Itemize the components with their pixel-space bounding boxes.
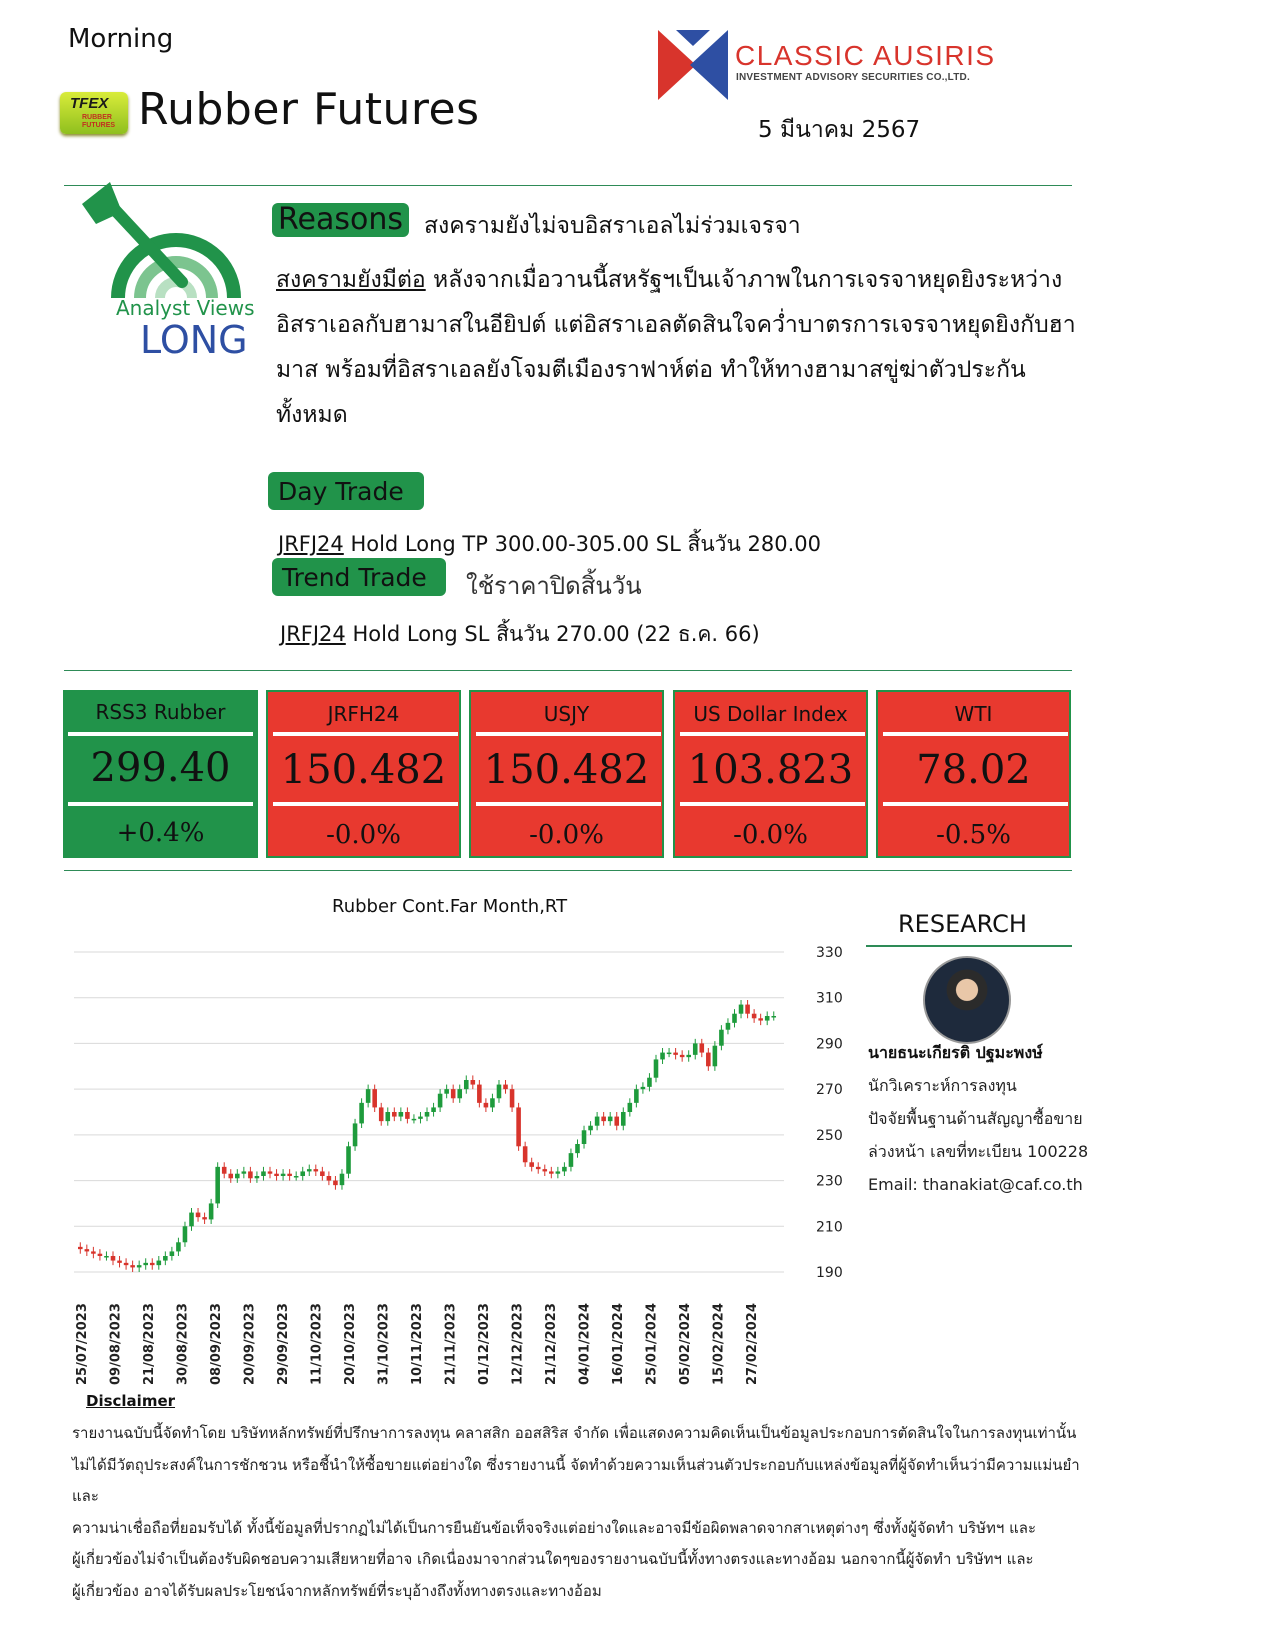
reasons-lead: สงครามยังมีต่อ [276,267,426,293]
x-tick-label: 20/09/2023 [242,1303,258,1385]
quote-change: -0.0% [326,820,401,850]
x-tick-label: 12/12/2023 [510,1303,526,1385]
x-tick-label: 16/01/2024 [611,1303,626,1385]
day-trade-symbol: JRFJ24 [278,532,344,556]
analyst-desc-1: ปัจจัยพื้นฐานด้านสัญญาซื้อขาย [868,1109,1083,1128]
candle-body [667,1053,672,1055]
candle-body [392,1112,397,1117]
candle-body [385,1112,390,1121]
candle-body [542,1169,547,1171]
x-tick-label: 30/08/2023 [175,1303,191,1385]
x-tick-label: 27/02/2024 [745,1303,760,1385]
candle-body [130,1265,135,1267]
quote-value: 299.40 [90,745,231,791]
candle-body [85,1249,90,1251]
quote-change: -0.5% [936,820,1011,850]
disclaimer-line: ความน่าเชื่อถือที่ยอมรับได้ ทั้งนี้ข้อมูลที่ปรากฏไม่ได้เป็นการยืนยันข้อเท็จจริงแต่อย่างใดและอาจมีข้อผิดพลาดจากสาเหตุต่างๆ ซึ่งทั้งผู้จัดทำ บริษัทฯ และ [72,1518,1037,1537]
candle-body [739,1005,744,1014]
candle-body [170,1251,175,1256]
y-tick-label: 210 [816,1219,843,1236]
candle-body [516,1107,521,1146]
candle-body [444,1089,449,1094]
candle-body [327,1176,332,1181]
tfex-logo [60,92,128,134]
candle-body [163,1256,168,1261]
disclaimer-line: ผู้เกี่ยวข้องไม่จำเป็นต้องรับผิดชอบความเสียหายที่อาจ เกิดเนื่องมาจากส่วนใดๆของรายงานฉบับนี้ทั้งทางตรงและทางอ้อม นอกจากนี้ผู้จัดทำ บริษัทฯ และ [72,1550,1034,1568]
candle-body [281,1174,286,1176]
candle-body [451,1089,456,1098]
candle-body [614,1117,619,1126]
tfex-logo-sub: RUBBER FUTURES [82,114,116,129]
candle-body [706,1053,711,1067]
quote-box-usjy [469,690,664,858]
x-tick-label: 31/10/2023 [376,1303,392,1385]
candle-body [300,1171,305,1176]
candle-body [549,1171,554,1173]
candle-body [471,1080,476,1085]
candle-body [660,1053,665,1060]
trend-trade-label: Trend Trade [272,558,446,596]
candle-body [176,1242,181,1251]
x-tick-label: 11/10/2023 [309,1303,325,1385]
y-tick-label: 190 [816,1265,843,1281]
tfex-logo-text: TFEX [70,95,109,112]
candle-body [745,1005,750,1014]
reasons-text: หลังจากเมื่อวานนี้สหรัฐฯเป็นเจ้าภาพในการเจรจาหยุดยิงระหว่าง อิสราเอลกับฮามาสในอียิปต์ แต่อิสราเอลตัดสินใจคว่ำบาตรการเจรจาหยุดยิงกับฮามาส พร้อมที่อิสราเอลยังโจมตีเมืองราฟาห์ต่อ ทำให้ทางฮามาสขู่ฆ่าตัวประกันทั้งหมด [276,267,1076,428]
x-tick-label: 10/11/2023 [410,1303,425,1385]
analyst-role: นักวิเคราะห์การลงทุน [868,1076,1017,1095]
x-tick-label: 15/02/2024 [711,1303,727,1385]
candle-body [464,1080,469,1089]
candle-body [242,1171,247,1173]
candle-body [359,1103,364,1124]
trend-trade-note: ใช้ราคาปิดสิ้นวัน [466,572,642,600]
trend-trade-line [280,618,760,651]
candle-body [307,1169,312,1171]
candle-body [680,1055,685,1057]
quote-value: 78.02 [916,747,1031,793]
quote-box-rss3 [63,690,258,858]
candle-body [117,1261,122,1263]
candle-body [431,1107,436,1112]
x-tick-label: 25/07/2023 [75,1303,90,1385]
quote-name: USJY [543,702,590,726]
candle-body [189,1213,194,1227]
analyst-desc-2: ล่วงหน้า เลขที่ทะเบียน 100228 [868,1142,1089,1161]
y-tick-label: 310 [816,990,843,1007]
x-tick-label: 21/08/2023 [142,1303,157,1385]
x-tick-label: 21/12/2023 [544,1303,559,1385]
candle-body [91,1251,96,1253]
candle-body [575,1144,580,1153]
day-trade-label: Day Trade [268,472,424,510]
y-tick-label: 230 [816,1173,843,1190]
disclaimer-title: Disclaimer [86,1392,176,1410]
candle-body [111,1256,116,1261]
divider [64,870,1072,871]
day-trade-text: Hold Long TP 300.00-305.00 SL สิ้นวัน 280.00 [343,532,821,556]
candle-body [294,1176,299,1178]
candle-body [209,1203,214,1219]
candle-body [346,1146,351,1173]
candle-body [150,1263,155,1265]
candle-body [719,1030,724,1046]
candle-body [771,1016,776,1018]
candle-body [248,1171,253,1178]
analyst-name: นายธนะเกียรติ ปฐมะพงษ์ [868,1043,1043,1062]
quote-name: JRFH24 [327,702,400,726]
research-heading: RESEARCH [898,910,1027,938]
company-name: CLASSIC AUSIRIS [735,40,996,71]
y-tick-label: 330 [816,945,843,961]
quote-name: RSS3 Rubber [95,700,226,724]
y-tick-label: 270 [816,1082,843,1099]
candle-body [412,1119,417,1121]
candle-body [143,1263,148,1265]
day-trade-line [278,528,821,561]
x-tick-label: 29/09/2023 [276,1303,291,1385]
candle-body [137,1265,142,1267]
y-tick-label: 250 [816,1127,843,1144]
candle-body [255,1176,260,1178]
candle-body [477,1085,482,1103]
company-logo-icon [658,30,728,100]
candle-body [601,1117,606,1122]
candle-body [353,1123,358,1146]
quote-change: -0.0% [733,820,808,850]
candle-body [490,1098,495,1107]
candle-body [693,1043,698,1054]
quote-box-jrfh24 [266,690,461,858]
candle-body [732,1014,737,1023]
candle-body [314,1169,319,1171]
candle-body [569,1153,574,1167]
candle-body [418,1117,423,1119]
candle-body [582,1130,587,1144]
candle-body [183,1226,188,1242]
candle-body [595,1117,600,1126]
candle-body [503,1085,508,1090]
candle-body [654,1059,659,1077]
candle-body [379,1107,384,1121]
candle-body [98,1254,103,1256]
candle-body [758,1018,763,1020]
analyst-views-label: Analyst Views [116,296,255,320]
candle-body [752,1014,757,1019]
report-date: 5 มีนาคม 2567 [758,117,921,143]
candle-body [333,1181,338,1186]
candle-body [366,1089,371,1103]
quote-value: 150.482 [483,747,650,793]
candle-body [104,1256,109,1258]
trend-trade-symbol: JRFJ24 [280,622,346,646]
x-tick-label: 04/01/2024 [577,1303,593,1385]
x-tick-label: 20/10/2023 [343,1303,358,1385]
candle-body [699,1043,704,1052]
divider [64,670,1072,671]
candle-body [536,1167,541,1169]
candle-body [588,1126,593,1131]
candle-body [556,1171,561,1173]
analyst-info [868,1036,1088,1201]
candle-body [157,1261,162,1266]
quote-value: 150.482 [280,747,447,793]
quote-change: +0.4% [116,818,205,848]
candle-body [215,1167,220,1204]
report-session: Morning [68,24,174,54]
candle-body [399,1112,404,1117]
candle-body [196,1213,201,1218]
candle-body [425,1112,430,1117]
reasons-label: Reasons [272,203,409,237]
candle-body [634,1089,639,1103]
disclaimer-text [72,1418,1082,1607]
candle-body [274,1174,279,1176]
x-tick-label: 08/09/2023 [209,1303,224,1385]
quote-name: WTI [954,702,993,726]
quote-change: -0.0% [529,820,604,850]
candle-body [457,1089,462,1098]
candle-body [235,1174,240,1179]
candle-body [673,1053,678,1055]
candle-body [497,1085,502,1099]
candle-body [529,1162,534,1167]
reasons-headline: สงครามยังไม่จบอิสราเอลไม่ร่วมเจรจา [424,213,801,239]
candle-body [222,1167,227,1174]
candle-body [340,1174,345,1185]
quote-box-dxy [673,690,868,858]
candle-body [320,1171,325,1176]
candle-body [628,1103,633,1112]
candle-body [202,1217,207,1219]
candle-body [765,1016,770,1021]
candle-body [641,1087,646,1089]
quote-value: 103.823 [687,747,854,793]
candle-body [372,1089,377,1107]
x-tick-label: 09/08/2023 [108,1303,124,1385]
disclaimer-line: ผู้เกี่ยวข้อง อาจได้รับผลประโยชน์จากหลักทรัพย์ที่ระบุอ้างถึงทั้งทางตรงและทางอ้อม [72,1581,602,1600]
company-subtitle: INVESTMENT ADVISORY SECURITIES CO.,LTD. [736,72,970,83]
candle-body [608,1117,613,1122]
x-tick-label: 25/01/2024 [644,1303,660,1385]
candlestick-chart [60,930,860,1390]
reasons-body [276,258,1096,438]
candle-body [686,1055,691,1057]
analyst-avatar [923,956,1011,1044]
candle-body [484,1103,489,1108]
y-tick-label: 290 [816,1036,843,1053]
candle-body [228,1174,233,1179]
disclaimer-line: ไม่ได้มีวัตถุประสงค์ในการชักชวน หรือชี้นำให้ซื้อขายแต่อย่างใด ซึ่งรายงานนี้ จัดทำด้วยความเห็นส่วนตัวประกอบกับแหล่งข้อมูลที่ผู้จัดทำเห็นว่ามีความแม่นยำและ [72,1455,1080,1505]
candle-body [726,1023,731,1030]
candle-body [287,1174,292,1176]
candle-body [510,1089,515,1107]
quote-name: US Dollar Index [693,702,848,726]
chart-title: Rubber Cont.Far Month,RT [332,896,568,917]
divider [866,945,1072,947]
candle-body [438,1094,443,1108]
page-title: Rubber Futures [138,84,480,135]
candle-body [261,1171,266,1176]
analyst-email[interactable]: Email: thanakiat@caf.co.th [868,1175,1083,1194]
candle-body [405,1112,410,1119]
analyst-view-value: LONG [140,318,248,362]
candle-body [78,1247,83,1249]
candle-body [621,1112,626,1126]
candle-body [523,1146,528,1162]
candle-body [268,1171,273,1173]
trend-trade-text: Hold Long SL สิ้นวัน 270.00 (22 ธ.ค. 66) [345,622,760,646]
x-tick-label: 21/11/2023 [443,1303,459,1385]
x-tick-label: 05/02/2024 [678,1303,693,1385]
candle-body [562,1167,567,1172]
x-tick-label: 01/12/2023 [477,1303,492,1385]
candle-body [713,1046,718,1067]
disclaimer-line: รายงานฉบับนี้จัดทำโดย บริษัทหลักทรัพย์ที่ปรึกษาการลงทุน คลาสสิก ออสสิริส จำกัด เพื่อแสดงความคิดเห็นเป็นข้อมูลประกอบการตัดสินใจในการลงทุนเท่านั้น [72,1424,1077,1442]
quote-box-wti [876,690,1071,858]
candle-body [647,1078,652,1087]
candle-body [124,1263,129,1265]
